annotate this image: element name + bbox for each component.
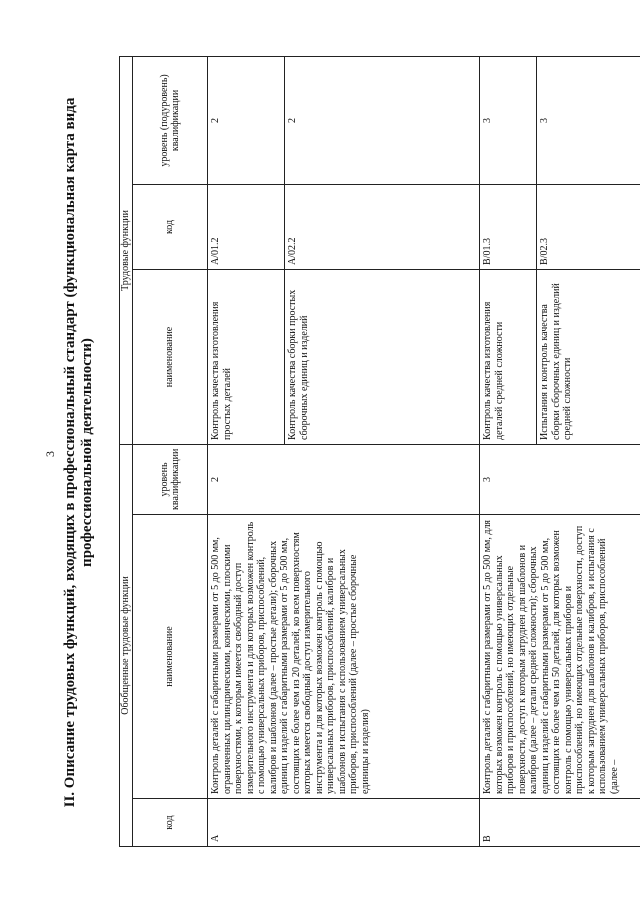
function-code: A/02.2 bbox=[285, 184, 480, 269]
header-labor-functions: Трудовые функции bbox=[120, 56, 133, 444]
table-row bbox=[208, 56, 285, 846]
header-function-level: уровень (подуровень) квалификации bbox=[133, 56, 208, 184]
function-code: B/01.3 bbox=[480, 184, 537, 269]
function-level: 3 bbox=[480, 56, 537, 184]
function-code: A/01.2 bbox=[208, 184, 285, 269]
function-code: B/02.3 bbox=[537, 184, 640, 269]
header-generalized-functions: Обобщенные трудовые функции bbox=[120, 444, 133, 846]
function-name: Контроль качества сборки простых сборочных единиц и изделий bbox=[285, 269, 480, 444]
page-number: 3 bbox=[43, 451, 57, 457]
functional-map-table bbox=[119, 56, 640, 847]
group-level: 2 bbox=[208, 444, 480, 514]
header-name: наименование bbox=[133, 515, 208, 799]
group-code: A bbox=[208, 799, 480, 847]
section-title-line-2: профессиональной деятельности) bbox=[79, 338, 95, 567]
section-title-line-1: II. Описание трудовых функций, входящих в профессиональный стандарт (функциональная карта вида bbox=[62, 97, 78, 808]
group-level: 3 bbox=[480, 444, 640, 514]
function-level: 2 bbox=[285, 56, 480, 184]
table-row bbox=[480, 56, 537, 846]
header-qualification-level: уровень квалификации bbox=[133, 444, 208, 514]
function-level: 2 bbox=[208, 56, 285, 184]
function-level: 3 bbox=[537, 56, 640, 184]
group-code: B bbox=[480, 799, 640, 847]
header-function-name: наименование bbox=[133, 269, 208, 444]
section-title bbox=[62, 0, 96, 905]
function-name: Контроль качества изготовления простых деталей bbox=[208, 269, 285, 444]
header-function-code: код bbox=[133, 184, 208, 269]
group-name: Контроль деталей с габаритными размерами от 5 до 500 мм, для которых возможен контроль с помощью универсальных приборов и приспособлений, но имеющих отдельные поверхности, доступ к которым затруднен для шаблонов и калибров (далее – детали средней сложности); сборочных единиц и изделий с габаритными размерами от 5 до 500 мм, состоящих не более чем из 50 деталей, для которых возможен контроль с помощью универсальных приборов и приспособлений, но имеющих отдельные поверхности, доступ к которым затруднен для шаблонов и калибров, и испытания с использованием универсальных приборов, приспособлений (далее – bbox=[480, 515, 640, 799]
header-code: код bbox=[133, 799, 208, 847]
function-name: Испытания и контроль качества сборки сборочных единиц и изделий средней сложности bbox=[537, 269, 640, 444]
group-name: Контроль деталей с габаритными размерами от 5 до 500 мм, ограниченных цилиндрическими, коническими, плоскими поверхностями, к которым имеется свободный доступ измерительного инструмента и для которых возможен контроль с помощью универсальных приборов, приспособлений, калибров и шаблонов (далее – простые детали); сборочных единиц и изделий с габаритными размерами от 5 до 500 мм, состоящих не более чем из 20 деталей, ко всем поверхностям которых имеется свободный доступ измерительного инструмента и для которых возможен контроль с помощью универсальных приборов, приспособлений, калибров и шаблонов и испытания с использованием универсальных приборов, приспособлений (далее – простые сборочные единицы и изделия) bbox=[208, 515, 480, 799]
function-name: Контроль качества изготовления деталей средней сложности bbox=[480, 269, 537, 444]
